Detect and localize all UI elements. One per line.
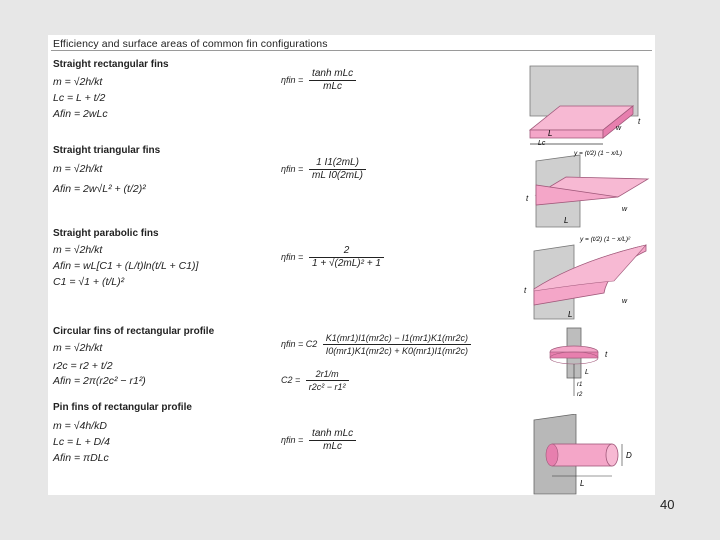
formula-line: m = √2h/kt (53, 76, 103, 88)
efficiency-equation (281, 68, 356, 93)
fig-label: Lc (538, 140, 546, 146)
fig-label: y = (t/2) (1 − x/L)² (580, 236, 631, 243)
formula-line: m = √2h/kt (53, 163, 103, 175)
formula-line: m = √4h/kD (53, 420, 107, 432)
section-heading: Straight triangular fins (53, 145, 161, 156)
section-heading: Straight parabolic fins (53, 228, 159, 239)
formula-line: C1 = √1 + (t/L)² (53, 276, 125, 288)
fig-label: L (585, 369, 589, 376)
eq-numerator: 1 I1(2mL) (309, 157, 366, 170)
rect-fin-figure (518, 58, 648, 146)
fig-label: D (626, 451, 632, 460)
eq-numerator: K1(mr1)I1(mr2c) − I1(mr1)K1(mr2c) (323, 332, 471, 345)
fig-label: t (526, 194, 529, 203)
efficiency-equation (281, 245, 384, 270)
efficiency-equation (281, 157, 366, 182)
eq-numerator: 2r1/m (306, 368, 349, 381)
table-title: Efficiency and surface areas of common fin configurations (53, 38, 328, 50)
formula-line: r2c = r2 + t/2 (53, 360, 113, 372)
triangular-fin-figure (518, 145, 652, 233)
section-straight-parabolic (48, 225, 655, 325)
eta-label: ηfin = (281, 75, 304, 86)
eq-denominator: mLc (323, 81, 343, 92)
formula-line: m = √2h/kt (53, 342, 103, 354)
eq-denominator: mL I0(2mL) (312, 170, 363, 181)
formula-line: Afin = 2w√L² + (t/2)² (53, 183, 146, 195)
fig-label: L (568, 310, 573, 319)
title-rule (51, 50, 652, 51)
circular-fin-figure (543, 324, 623, 402)
eta-label: ηfin = C2 (281, 338, 318, 349)
fig-label: t (605, 350, 608, 359)
formula-line: Lc = L + t/2 (53, 92, 106, 104)
fig-label: w (616, 125, 622, 132)
efficiency-equation (281, 428, 356, 453)
fig-label: r1 (577, 382, 583, 388)
fig-label: w (622, 206, 628, 213)
eq-numerator: tanh mLc (309, 428, 356, 441)
formula-line: Afin = wL[C1 + (L/t)ln(t/L + C1)] (53, 260, 199, 272)
parabolic-fin-figure (518, 231, 652, 323)
eq-numerator: 2 (309, 245, 384, 258)
section-heading: Circular fins of rectangular profile (53, 326, 215, 337)
fin-table-sheet (48, 35, 655, 495)
fig-label: r2 (577, 392, 583, 398)
fig-label: y = (t/2) (1 − x/L) (574, 150, 623, 157)
eta-label: ηfin = (281, 252, 304, 263)
c2-equation (281, 368, 349, 393)
formula-line: Afin = πDLc (53, 452, 109, 464)
section-circular (48, 324, 655, 404)
fig-label: L (580, 479, 585, 488)
eq-denominator: 1 + √(2mL)² + 1 (312, 258, 381, 269)
formula-line: m = √2h/kt (53, 244, 103, 256)
pin-fin-figure (526, 414, 636, 495)
section-straight-rectangular (48, 56, 655, 148)
section-heading: Straight rectangular fins (53, 59, 169, 70)
fig-label: L (564, 216, 569, 225)
fig-label: t (638, 117, 641, 126)
formula-line: Afin = 2π(r2c² − r1²) (53, 375, 146, 387)
fig-label: w (622, 298, 628, 305)
section-straight-triangular (48, 142, 655, 230)
fig-label: L (548, 129, 553, 138)
eq-denominator: mLc (323, 441, 343, 452)
eta-label: ηfin = (281, 164, 304, 175)
eta-label: ηfin = (281, 435, 304, 446)
eq-numerator: tanh mLc (309, 68, 356, 81)
page-number: 40 (660, 497, 675, 512)
section-pin (48, 400, 655, 492)
eq-denominator: r2c² − r1² (308, 382, 346, 392)
section-heading: Pin fins of rectangular profile (53, 402, 192, 413)
eq-denominator: I0(mr1)K1(mr2c) + K0(mr1)I1(mr2c) (325, 346, 469, 356)
c2-label: C2 = (281, 374, 301, 385)
fig-label: t (524, 286, 527, 295)
formula-line: Lc = L + D/4 (53, 436, 111, 448)
efficiency-equation (281, 332, 471, 357)
formula-line: Afin = 2wLc (53, 108, 108, 120)
